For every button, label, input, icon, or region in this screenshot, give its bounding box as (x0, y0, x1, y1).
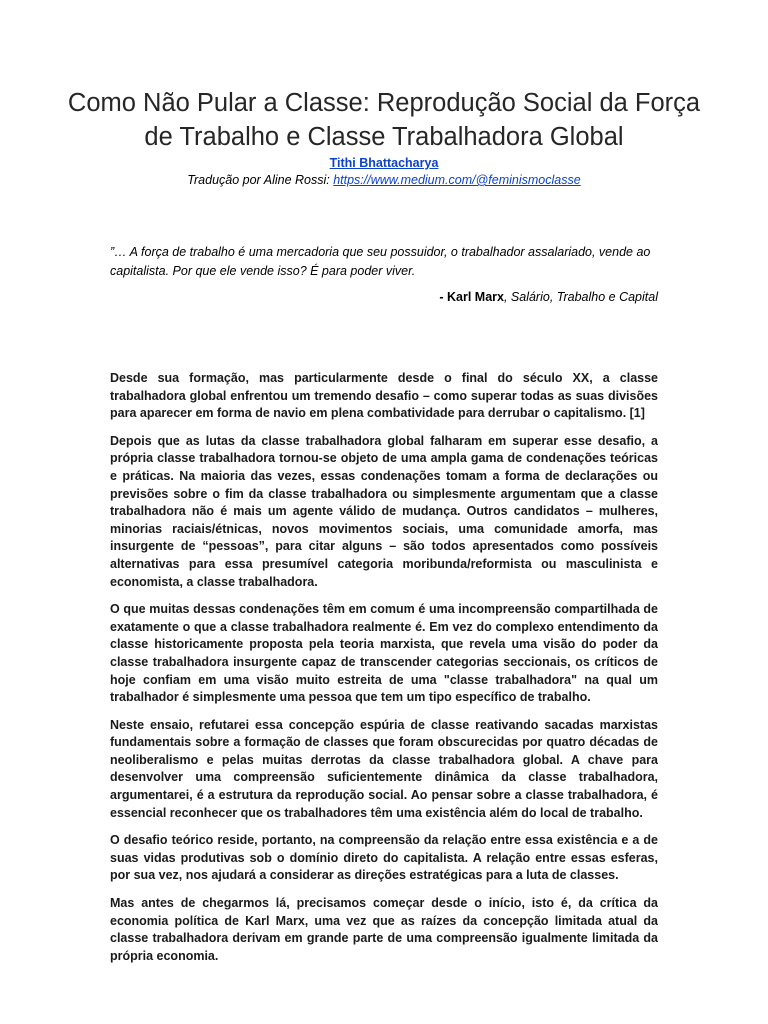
body-paragraph: O desafio teórico reside, portanto, na compreensão da relação entre essa existência e a de suas vidas produtivas sob o domínio direto do capitalista. A relação entre essas esferas, por sua vez, nos ajudará a considerar as direções estratégicas para a luta de classes. (110, 833, 658, 883)
epigraph-quote: ”… A força de trabalho é uma mercadoria que seu possuidor, o trabalhador assalariado, vende ao capitalista. Por que ele vende isso? É para poder viver. (110, 245, 651, 278)
translation-prefix: Tradução por Aline Rossi: (187, 173, 334, 187)
translation-line (0, 172, 768, 189)
attribution-work: , Salário, Trabalho e Capital (503, 290, 658, 304)
body-paragraph: Mas antes de chegarmos lá, precisamos começar desde o início, isto é, da crítica da economia política de Karl Marx, uma vez que as raízes da concepção limitada atual da classe trabalhadora derivam em grande parte de uma compreensão igualmente limitada da própria economia. (110, 896, 658, 963)
epigraph-attribution (439, 289, 658, 306)
body-paragraph: O que muitas dessas condenações têm em comum é uma incompreensão compartilhada de exatamente o que a classe trabalhadora realmente é. Em vez do complexo entendimento da classe historicamente proposta pela teoria marxista, que revela uma visão do poder da classe trabalhadora insurgente capaz de transcender categorias seccionais, os críticos de hoje confiam em uma visão muito estreita de uma "classe trabalhadora" na qual um trabalhador é simplesmente uma pessoa que tem um tipo específico de trabalho. (110, 602, 658, 705)
body-paragraph: Desde sua formação, mas particularmente desde o final do século XX, a classe trabalhadora global enfrentou um tremendo desafio – como superar todas as suas divisões para aparecer em forma de navio em plena combatividade para derrubar o capitalismo. [1] (110, 371, 658, 421)
author-link[interactable]: Tithi Bhattacharya (329, 156, 439, 170)
body-paragraph: Depois que as lutas da classe trabalhadora global falharam em superar esse desafio, a própria classe trabalhadora tornou-se objeto de uma ampla gama de condenações teóricas e práticas. Na maioria das vezes, essas condenações tomam a forma de declarações ou previsões sobre o fim da classe trabalhadora ou simplesmente argumentam que a classe trabalhadora não é mais um agente válido de mudança. Outros candidatos – mulheres, minorias raciais/étnicas, novos movimentos sociais, uma comunidade amorfa, mas insurgente de “pessoas”, para citar alguns – são todos apresentados como possíveis alternativas para essa presumível categoria moribunda/reformista ou masculinista e economista, a classe trabalhadora. (110, 433, 658, 589)
author-line (0, 155, 768, 172)
body-paragraph: Neste ensaio, refutarei essa concepção espúria de classe reativando sacadas marxistas fundamentais sobre a formação de classes que foram obscurecidas por quatro décadas de neoliberalismo e pelas muitas derrotas da classe trabalhadora global. A chave para desenvolver uma compreensão suficientemente dinâmica da classe trabalhadora, argumentarei, é a estrutura da reprodução social. Ao pensar sobre a classe trabalhadora, é essencial reconhecer que os trabalhadores têm uma existência além do local de trabalho. (110, 717, 658, 820)
document-body (110, 370, 658, 975)
translation-link[interactable]: https://www.medium.com/@feminismoclasse (333, 173, 581, 187)
document-title: Como Não Pular a Classe: Reprodução Social da Força de Trabalho e Classe Trabalhadora Global (67, 89, 701, 151)
attribution-name: - Karl Marx (439, 290, 504, 304)
